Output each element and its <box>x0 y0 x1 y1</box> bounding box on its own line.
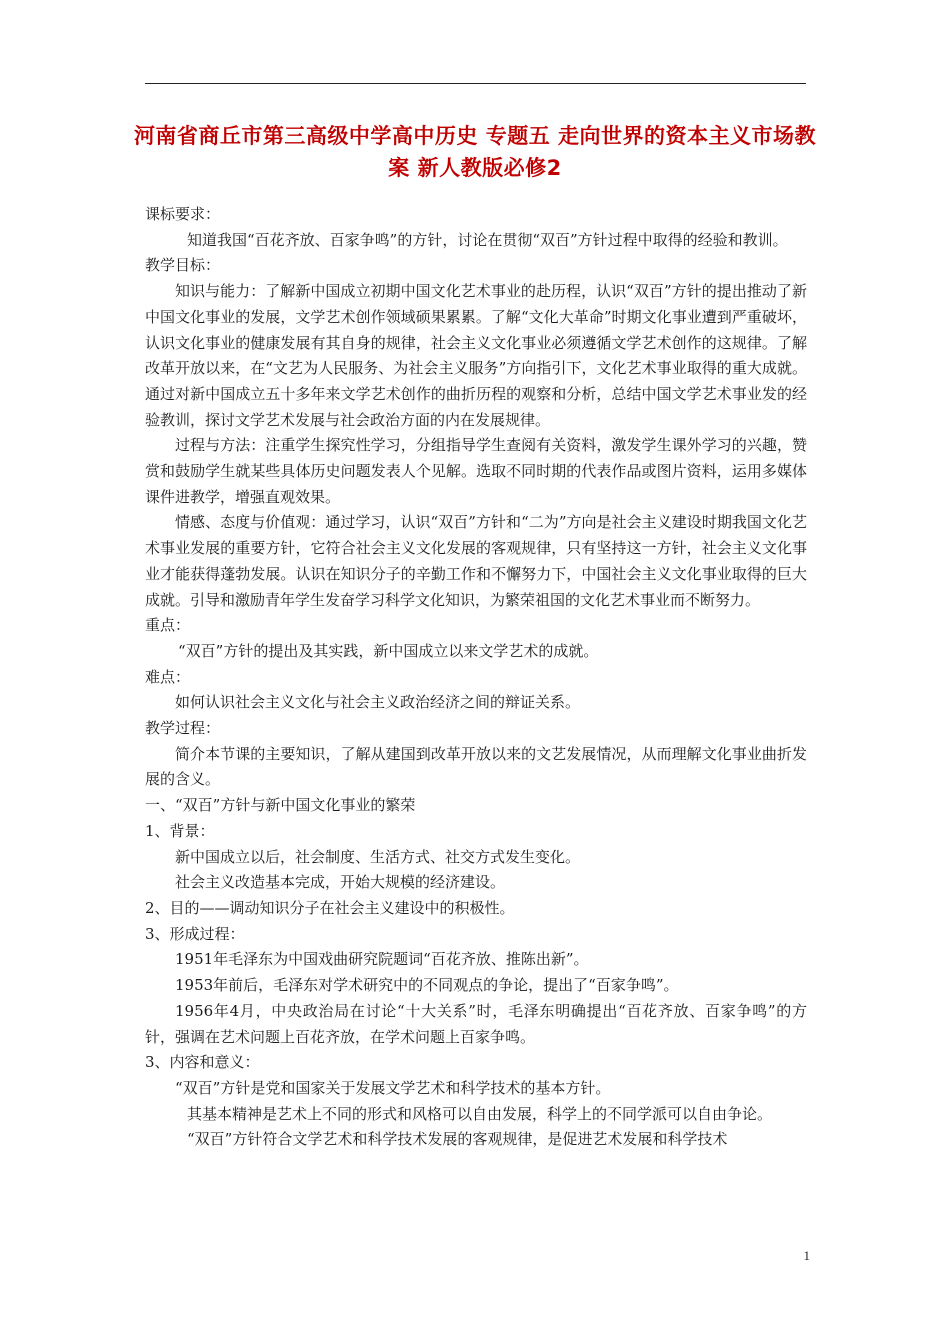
paragraph-knowledge-ability: 知识与能力：了解新中国成立初期中国文化艺术事业的赴历程，认识“双百”方针的提出推动了新中国文化事业的发展，文学艺术创作领域硕果累累。了解“文化大革命”时期文化事业遭到严重破坏，认识文化事业的健康发展有其自身的规律，社会主义文化事业必须遵循文学艺术创作的这规律。了解改革开放以来，在“文艺为人民服务、为社会主义服务”方向指引下，文化艺术事业取得的重大成就。通过对新中国成立五十多年来文学艺术创作的曲折历程的观察和分析，总结中国文学艺术事业发的经验教训，探讨文学艺术发展与社会政治方面的内在发展规律。 <box>145 282 807 429</box>
paragraph-background-2: 社会主义改造基本完成，开始大规模的经济建设。 <box>175 873 506 892</box>
document-title: 河南省商丘市第三高级中学高中历史 专题五 走向世界的资本主义市场教案 新人教版必修2 <box>133 124 817 180</box>
heading-key-points: 重点： <box>145 616 191 635</box>
subheading-background: 1、背景： <box>145 821 215 840</box>
paragraph-formation-1956: 1956年4月，中央政治局在讨论“十大关系”时，毛泽东明确提出“百花齐放、百家争鸣”的方针，强调在艺术问题上百花齐放，在学术问题上百家争鸣。 <box>145 1001 807 1046</box>
paragraph-basic-spirit: 其基本精神是艺术上不同的形式和风格可以自由发展，科学上的不同学派可以自由争论。 <box>187 1104 773 1123</box>
heading-curriculum-requirements: 课标要求： <box>145 205 221 223</box>
paragraph-background-1: 新中国成立以后，社会制度、生活方式、社交方式发生变化。 <box>175 847 581 866</box>
section-heading-1: 一、“双百”方针与新中国文化事业的繁荣 <box>145 796 416 815</box>
paragraph-curriculum-requirements: 知道我国“百花齐放、百家争鸣”的方针，讨论在贯彻“双百”方针过程中取得的经验和教训。 <box>187 230 788 249</box>
paragraph-formation-1951: 1951年毛泽东为中国戏曲研究院题词“百花齐放、推陈出新”。 <box>175 950 589 969</box>
paragraph-teaching-intro: 简介本节课的主要知识，了解从建国到改革开放以来的文艺发展情况，从而理解文化事业曲折发展的含义。 <box>145 744 807 789</box>
subheading-purpose: 2、目的——调动知识分子在社会主义建设中的积极性。 <box>145 898 515 917</box>
subheading-content-significance: 3、内容和意义： <box>145 1053 260 1072</box>
paragraph-objective-law: “双百”方针符合文学艺术和科学技术发展的客观规律，是促进艺术发展和科学技术 <box>187 1130 728 1149</box>
document-body <box>145 202 807 1153</box>
paragraph-formation-1953: 1953年前后，毛泽东对学术研究中的不同观点的争论，提出了“百家争鸣”。 <box>175 976 679 995</box>
header-rule <box>145 83 806 84</box>
paragraph-basic-policy: “双百”方针是党和国家关于发展文学艺术和科学技术的基本方针。 <box>175 1078 611 1097</box>
heading-teaching-process: 教学过程： <box>145 719 221 738</box>
paragraph-process-method: 过程与方法：注重学生探究性学习，分组指导学生查阅有关资料，激发学生课外学习的兴趣，赞赏和鼓励学生就某些具体历史问题发表人个见解。选取不同时期的代表作品或图片资料，运用多媒体课件进教学，增强直观效果。 <box>145 436 807 506</box>
paragraph-emotion-values: 情感、态度与价值观：通过学习，认识“双百”方针和“二为”方向是社会主义建设时期我国文化艺术事业发展的重要方针，它符合社会主义文化发展的客观规律，只有坚持这一方针，社会主义文化事业才能获得蓬勃发展。认识在知识分子的辛勤工作和不懈努力下，中国社会主义文化事业取得的巨大成就。引导和激励青年学生发奋学习科学文化知识，为繁荣祖国的文化艺术事业而不断努力。 <box>145 513 807 609</box>
paragraph-key-points: “双百”方针的提出及其实践，新中国成立以来文学艺术的成就。 <box>178 641 599 660</box>
page-number: 1 <box>803 1248 810 1263</box>
heading-teaching-objectives: 教学目标： <box>145 256 221 275</box>
subheading-formation: 3、形成过程： <box>145 924 245 943</box>
heading-difficulties: 难点： <box>145 667 191 686</box>
paragraph-difficulties: 如何认识社会主义文化与社会主义政治经济之间的辩证关系。 <box>175 693 581 712</box>
